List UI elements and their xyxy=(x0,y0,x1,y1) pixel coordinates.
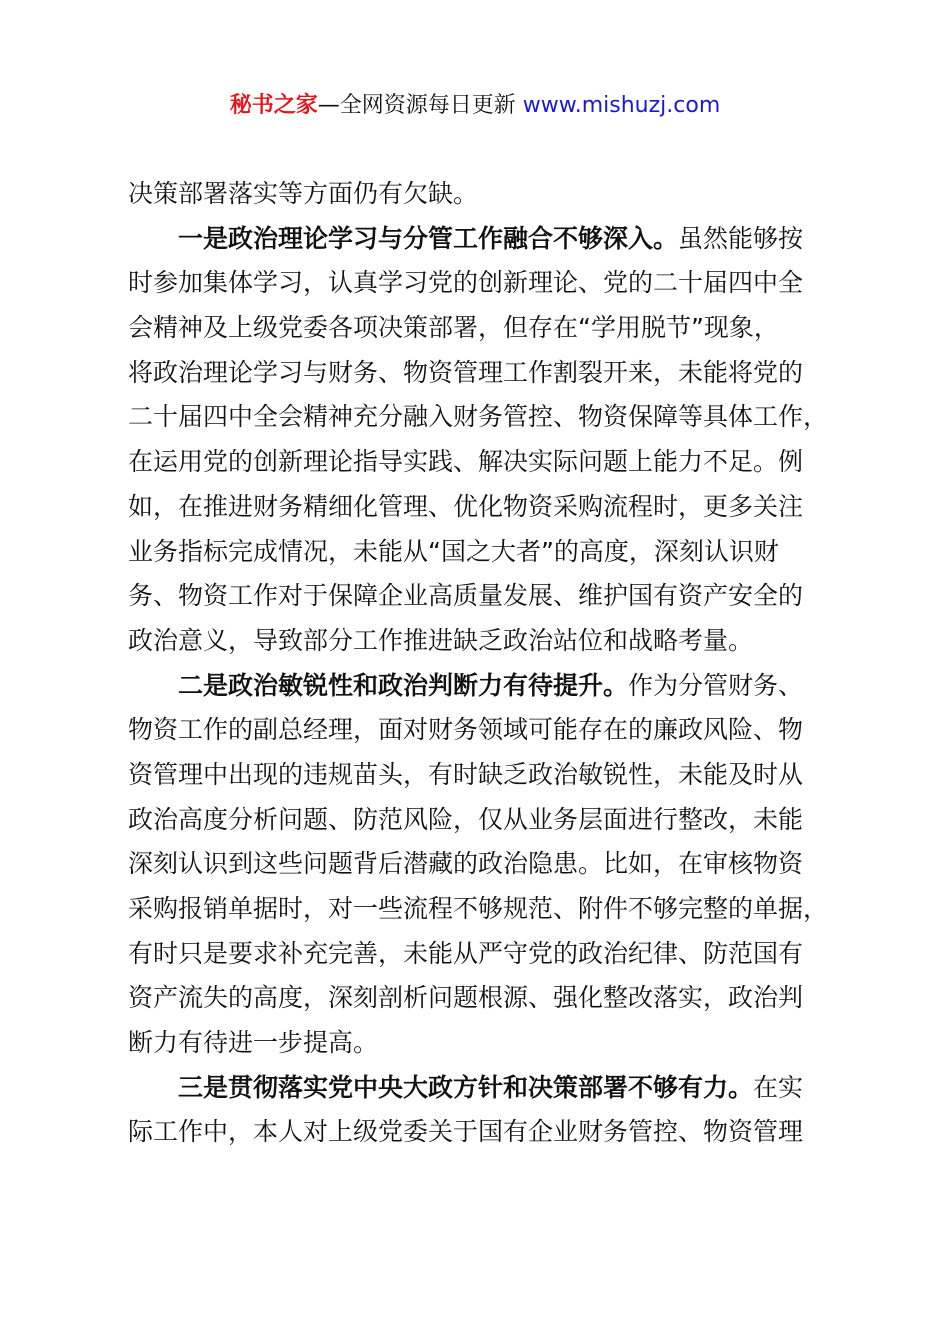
header-url-link[interactable]: www.mishuzj.com xyxy=(522,93,721,118)
text-run: 虽然能够按 xyxy=(678,223,804,253)
header-brand: 秘书之家 xyxy=(229,93,318,118)
paragraph-continuation xyxy=(128,172,840,217)
text-line: 决策部署落实等方面仍有欠缺。 xyxy=(128,179,479,208)
page-header xyxy=(0,86,950,126)
text-line: 会精神及上级党委各项决策部署，但存在“学用脱节”现象， xyxy=(128,313,779,343)
paragraph-3 xyxy=(128,1066,840,1155)
text-line: 资管理中出现的违规苗头，有时缺乏政治敏锐性，未能及时从 xyxy=(128,759,804,789)
text-line: 物资工作的副总经理，面对财务领域可能存在的廉政风险、物 xyxy=(128,715,804,745)
text-line: 有时只是要求补充完善，未能从严守党的政治纪律、防范国有 xyxy=(128,938,804,968)
text-line xyxy=(128,664,840,709)
text-line: 时参加集体学习，认真学习党的创新理论、党的二十届四中全 xyxy=(128,268,804,298)
paragraph-1 xyxy=(128,217,840,664)
paragraph-1-heading: 一是政治理论学习与分管工作融合不够深入。 xyxy=(178,223,679,253)
text-line: 二十届四中全会精神充分融入财务管控、物资保障等具体工作， xyxy=(128,402,829,432)
text-line: 政治高度分析问题、防范风险，仅从业务层面进行整改，未能 xyxy=(128,804,804,834)
document-body xyxy=(128,172,840,1155)
paragraph-2-heading: 二是政治敏锐性和政治判断力有待提升。 xyxy=(178,670,629,700)
text-line: 务、物资工作对于保障企业高质量发展、维护国有资产安全的 xyxy=(128,581,804,611)
paragraph-3-heading: 三是贯彻落实党中央大政方针和决策部署不够有力。 xyxy=(178,1072,754,1102)
text-line xyxy=(128,1066,840,1111)
text-line: 深刻认识到这些问题背后潜藏的政治隐患。比如，在审核物资 xyxy=(128,849,804,879)
text-run: 在实 xyxy=(753,1072,804,1102)
text-line: 如，在推进财务精细化管理、优化物资采购流程时，更多关注 xyxy=(128,491,804,521)
text-line: 业务指标完成情况，未能从“国之大者”的高度，深刻认识财 xyxy=(128,536,779,566)
text-line: 际工作中，本人对上级党委关于国有企业财务管控、物资管理 xyxy=(128,1117,804,1147)
text-line: 政治意义，导致部分工作推进缺乏政治站位和战略考量。 xyxy=(128,625,754,655)
text-run: 作为分管财务、 xyxy=(628,670,804,700)
header-tagline: —全网资源每日更新 xyxy=(317,93,523,118)
text-line xyxy=(128,217,840,262)
text-line: 将政治理论学习与财务、物资管理工作割裂开来，未能将党的 xyxy=(128,357,804,387)
text-line: 在运用党的创新理论指导实践、解决实际问题上能力不足。例 xyxy=(128,447,804,477)
text-line: 采购报销单据时，对一些流程不够规范、附件不够完整的单据， xyxy=(128,894,829,923)
paragraph-2 xyxy=(128,664,840,1066)
text-line: 断力有待进一步提高。 xyxy=(128,1028,379,1058)
text-line: 资产流失的高度，深刻剖析问题根源、强化整改落实，政治判 xyxy=(128,983,804,1013)
